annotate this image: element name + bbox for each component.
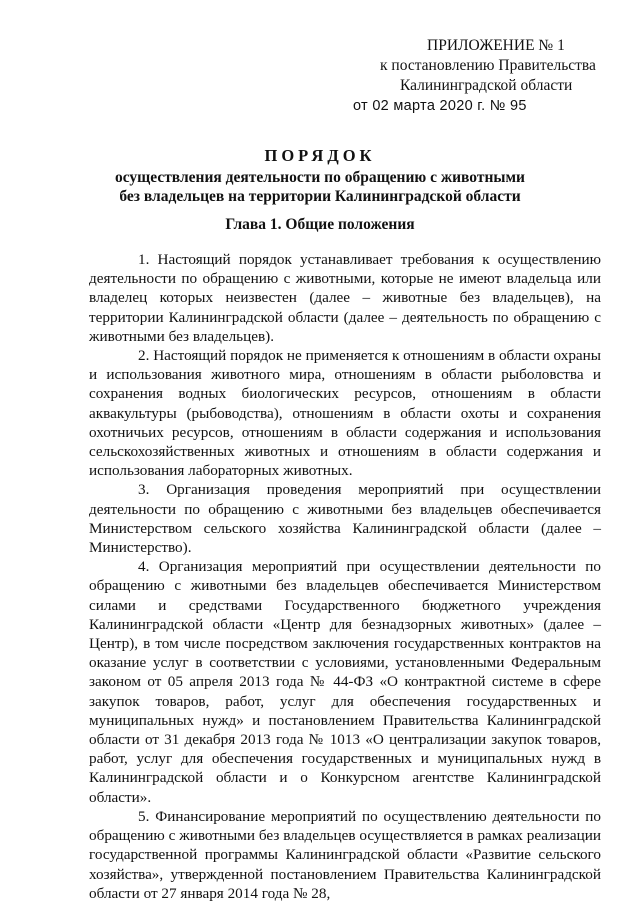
- document-title: ПОРЯДОК: [264, 146, 376, 165]
- appendix-region: Калининградской области: [400, 77, 573, 94]
- document-subtitle: [0, 168, 640, 206]
- paragraph-1: 1. Настоящий порядок устанавливает требования к осуществлению деятельности по обращению с животными, которые не имеют владельца или владелец которых неизвестен (далее – животные без владельцев), на территории Калининградской области (далее – деятельность по обращению с животными без владельцев).: [89, 251, 601, 345]
- paragraph-4: 4. Организация мероприятий при осуществлении деятельности по обращению с животными без владельцев обеспечивается Министерством силами и средствами Государственного бюджетного учреждения Калининградской области «Центр для безнадзорных животных» (далее – Центр), в том числе посредством заключения государственных контрактов на оказание услуг в соответствии с условиями, установленными Федеральным законом от 05 апреля 2013 года № 44-ФЗ «О контрактной системе в сфере закупок товаров, работ, услуг для обеспечения государственных и муниципальных нужд» и постановлением Правительства Калининградской области от 31 декабря 2013 года № 1013 «О централизации закупок товаров, работ, услуг для обеспечения государственных и муниципальных нужд в Калининградской области и о Конкурсном агентстве Калининградской области».: [89, 558, 601, 806]
- subtitle-line-1: осуществления деятельности по обращению с животными: [114, 169, 525, 186]
- chapter-heading: Глава 1. Общие положения: [225, 216, 415, 233]
- appendix-header: [353, 36, 620, 116]
- paragraph-5: 5. Финансирование мероприятий по осуществлению деятельности по обращению с животными без владельцев осуществляется в рамках реализации государственной программы Калининградской области «Развитие сельского хозяйства», утвержденной постановлением Правительства Калининградской области от 27 января 2014 года № 28,: [89, 807, 601, 902]
- appendix-resolution: к постановлению Правительства: [380, 57, 596, 74]
- paragraph-3: 3. Организация проведения мероприятий при осуществлении деятельности по обращению с животными без владельцев обеспечивается Министерством сельского хозяйства Калининградской области (далее – Министерство).: [89, 481, 601, 557]
- subtitle-line-2: без владельцев на территории Калининградской области: [119, 188, 521, 205]
- appendix-title: ПРИЛОЖЕНИЕ № 1: [427, 37, 565, 54]
- document-body: [89, 250, 601, 903]
- paragraph-2: 2. Настоящий порядок не применяется к отношениям в области охраны и использования животного мира, отношениям в области рыболовства и сохранения водных биологических ресурсов, отношениям в области аквакультуры (рыбоводства), отношениям в области охоты и сохранения охотничьих ресурсов, отношениям в области содержания и использования сельскохозяйственных животных и отношениям в области содержания и использования лабораторных животных.: [89, 347, 601, 480]
- appendix-date-number: от 02 марта 2020 г. № 95: [353, 98, 527, 114]
